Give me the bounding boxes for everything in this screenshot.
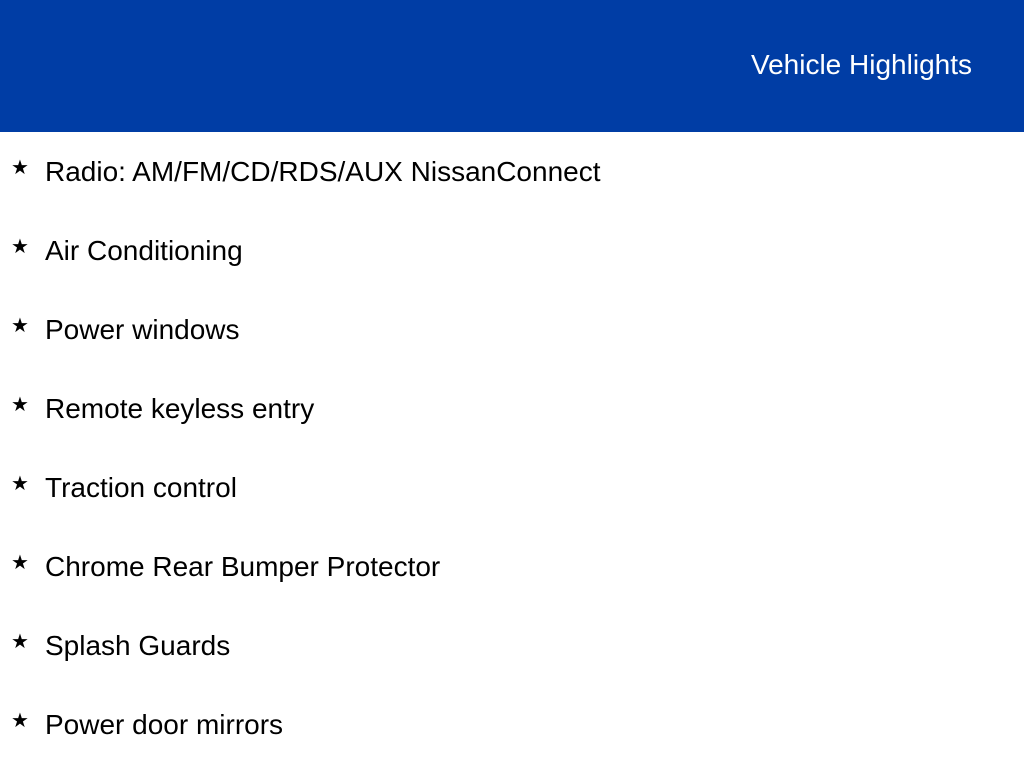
- list-item: [0, 231, 1024, 310]
- list-item: [0, 152, 1024, 231]
- highlight-text: Chrome Rear Bumper Protector: [45, 551, 441, 582]
- highlight-text: Radio: AM/FM/CD/RDS/AUX NissanConnect: [45, 156, 601, 187]
- highlight-text: Traction control: [45, 472, 237, 503]
- star-icon: ★: [11, 473, 29, 495]
- star-icon: ★: [11, 315, 29, 337]
- list-item: [0, 310, 1024, 389]
- highlight-text: Power windows: [45, 314, 240, 345]
- highlight-text: Air Conditioning: [45, 235, 243, 266]
- star-icon: ★: [11, 394, 29, 416]
- highlight-text: Remote keyless entry: [45, 393, 315, 424]
- highlight-text: Power door mirrors: [45, 709, 284, 740]
- star-icon: ★: [11, 236, 29, 258]
- star-icon: ★: [11, 710, 29, 732]
- highlight-text: Splash Guards: [45, 630, 231, 661]
- list-item: [0, 626, 1024, 705]
- star-icon: ★: [11, 157, 29, 179]
- list-item: [0, 705, 1024, 784]
- star-icon: ★: [11, 552, 29, 574]
- header-banner: [0, 0, 1024, 132]
- star-icon: ★: [11, 631, 29, 653]
- page-title: Vehicle Highlights: [750, 49, 972, 80]
- list-item: [0, 468, 1024, 547]
- highlights-list: [0, 152, 1024, 784]
- list-item: [0, 547, 1024, 626]
- list-item: [0, 389, 1024, 468]
